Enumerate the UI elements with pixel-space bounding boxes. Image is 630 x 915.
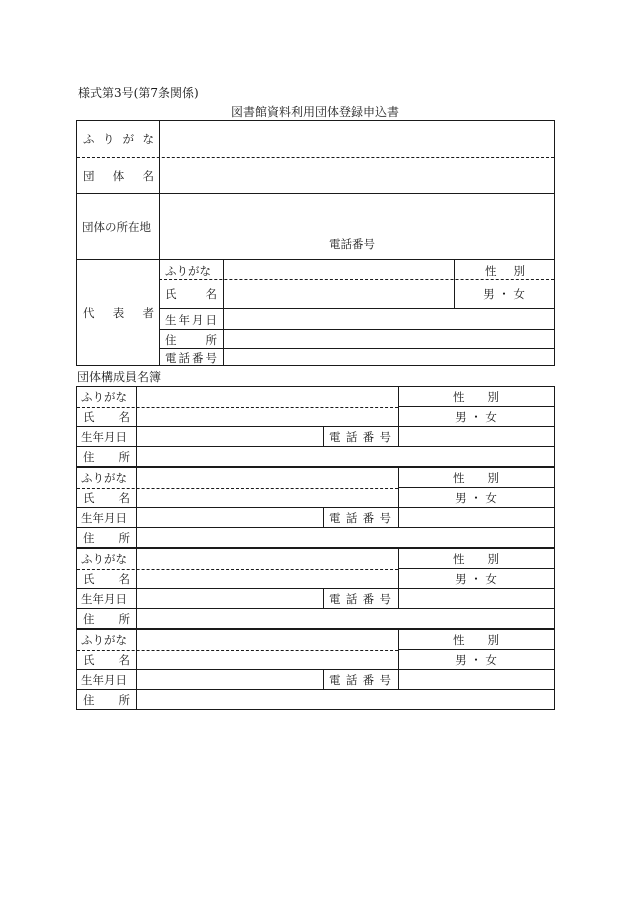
member-address-label: 住 所 (83, 450, 130, 464)
row-divider (77, 426, 554, 427)
member-furigana-label: ふりがな (81, 633, 127, 647)
rep-sex-label: 性 別 (485, 264, 525, 278)
label-column-divider (136, 468, 137, 547)
row-divider (77, 527, 554, 528)
representative-label: 代 表 者 (83, 306, 154, 320)
member-sex-options: 男 ・ 女 (455, 491, 497, 505)
member-furigana-divider (77, 569, 398, 570)
row-divider (398, 649, 554, 650)
member-entry (76, 629, 555, 710)
label-column-divider (136, 630, 137, 709)
org-address-label: 団体の所在地 (82, 220, 151, 234)
furigana-divider (77, 157, 554, 158)
rep-sex-options: 男 ・ 女 (483, 287, 525, 301)
member-entry (76, 467, 555, 548)
label-column-divider (136, 549, 137, 628)
form-title: 図書館資料利用団体登録申込書 (230, 105, 399, 119)
member-sex-options: 男 ・ 女 (455, 653, 497, 667)
row-divider (159, 308, 554, 309)
form-number: 様式第3号(第7条関係) (78, 86, 199, 100)
member-birthdate-label: 生年月日 (81, 430, 127, 444)
member-sex-label: 性 別 (453, 471, 499, 485)
rep-furigana-divider (159, 279, 554, 280)
row-divider (398, 406, 554, 407)
phone-column-divider (323, 426, 324, 446)
row-divider (77, 689, 554, 690)
member-entry (76, 386, 555, 467)
member-birthdate-label: 生年月日 (81, 592, 127, 606)
member-name-label: 氏 名 (83, 491, 130, 505)
member-sex-label: 性 別 (453, 390, 499, 404)
member-phone-label: 電 話 番 号 (329, 592, 391, 606)
member-phone-label: 電 話 番 号 (329, 511, 391, 525)
row-divider (159, 329, 554, 330)
row-divider (398, 568, 554, 569)
member-phone-label: 電 話 番 号 (329, 673, 391, 687)
member-name-label: 氏 名 (83, 653, 130, 667)
row-divider (398, 487, 554, 488)
member-birthdate-label: 生年月日 (81, 511, 127, 525)
row-divider (77, 193, 554, 194)
row-divider (77, 669, 554, 670)
row-divider (77, 259, 554, 260)
phone-column-divider (323, 588, 324, 608)
member-entry (76, 548, 555, 629)
member-furigana-divider (77, 488, 398, 489)
members-heading: 団体構成員名簿 (77, 370, 162, 384)
member-address-label: 住 所 (83, 612, 130, 626)
org-furigana-label: ふ り が な (83, 132, 154, 146)
row-divider (77, 446, 554, 447)
member-furigana-label: ふりがな (81, 390, 127, 404)
member-birthdate-label: 生年月日 (81, 673, 127, 687)
member-furigana-label: ふりがな (81, 471, 127, 485)
row-divider (159, 348, 554, 349)
organization-table (76, 120, 555, 366)
rep-address-label: 住 所 (165, 333, 217, 347)
member-sex-options: 男 ・ 女 (455, 572, 497, 586)
org-name-label: 団 体 名 (83, 169, 154, 183)
row-divider (77, 507, 554, 508)
row-divider (77, 608, 554, 609)
member-name-label: 氏 名 (83, 410, 130, 424)
member-phone-label: 電 話 番 号 (329, 430, 391, 444)
rep-furigana-label: ふりがな (165, 264, 211, 278)
member-furigana-divider (77, 650, 398, 651)
label-column-divider (159, 121, 160, 365)
phone-column-divider (323, 507, 324, 527)
member-sex-label: 性 別 (453, 552, 499, 566)
member-sex-label: 性 別 (453, 633, 499, 647)
phone-column-divider (323, 669, 324, 689)
row-divider (77, 588, 554, 589)
rep-birthdate-label: 生 年 月 日 (165, 313, 217, 327)
member-sex-options: 男 ・ 女 (455, 410, 497, 424)
org-phone-label: 電話番号 (329, 237, 375, 251)
member-name-label: 氏 名 (83, 572, 130, 586)
member-address-label: 住 所 (83, 531, 130, 545)
member-furigana-divider (77, 407, 398, 408)
rep-phone-label: 電 話 番 号 (165, 351, 217, 365)
sublabel-column-divider (223, 259, 224, 365)
member-furigana-label: ふりがな (81, 552, 127, 566)
rep-name-label: 氏 名 (165, 287, 217, 301)
label-column-divider (136, 387, 137, 466)
member-address-label: 住 所 (83, 693, 130, 707)
